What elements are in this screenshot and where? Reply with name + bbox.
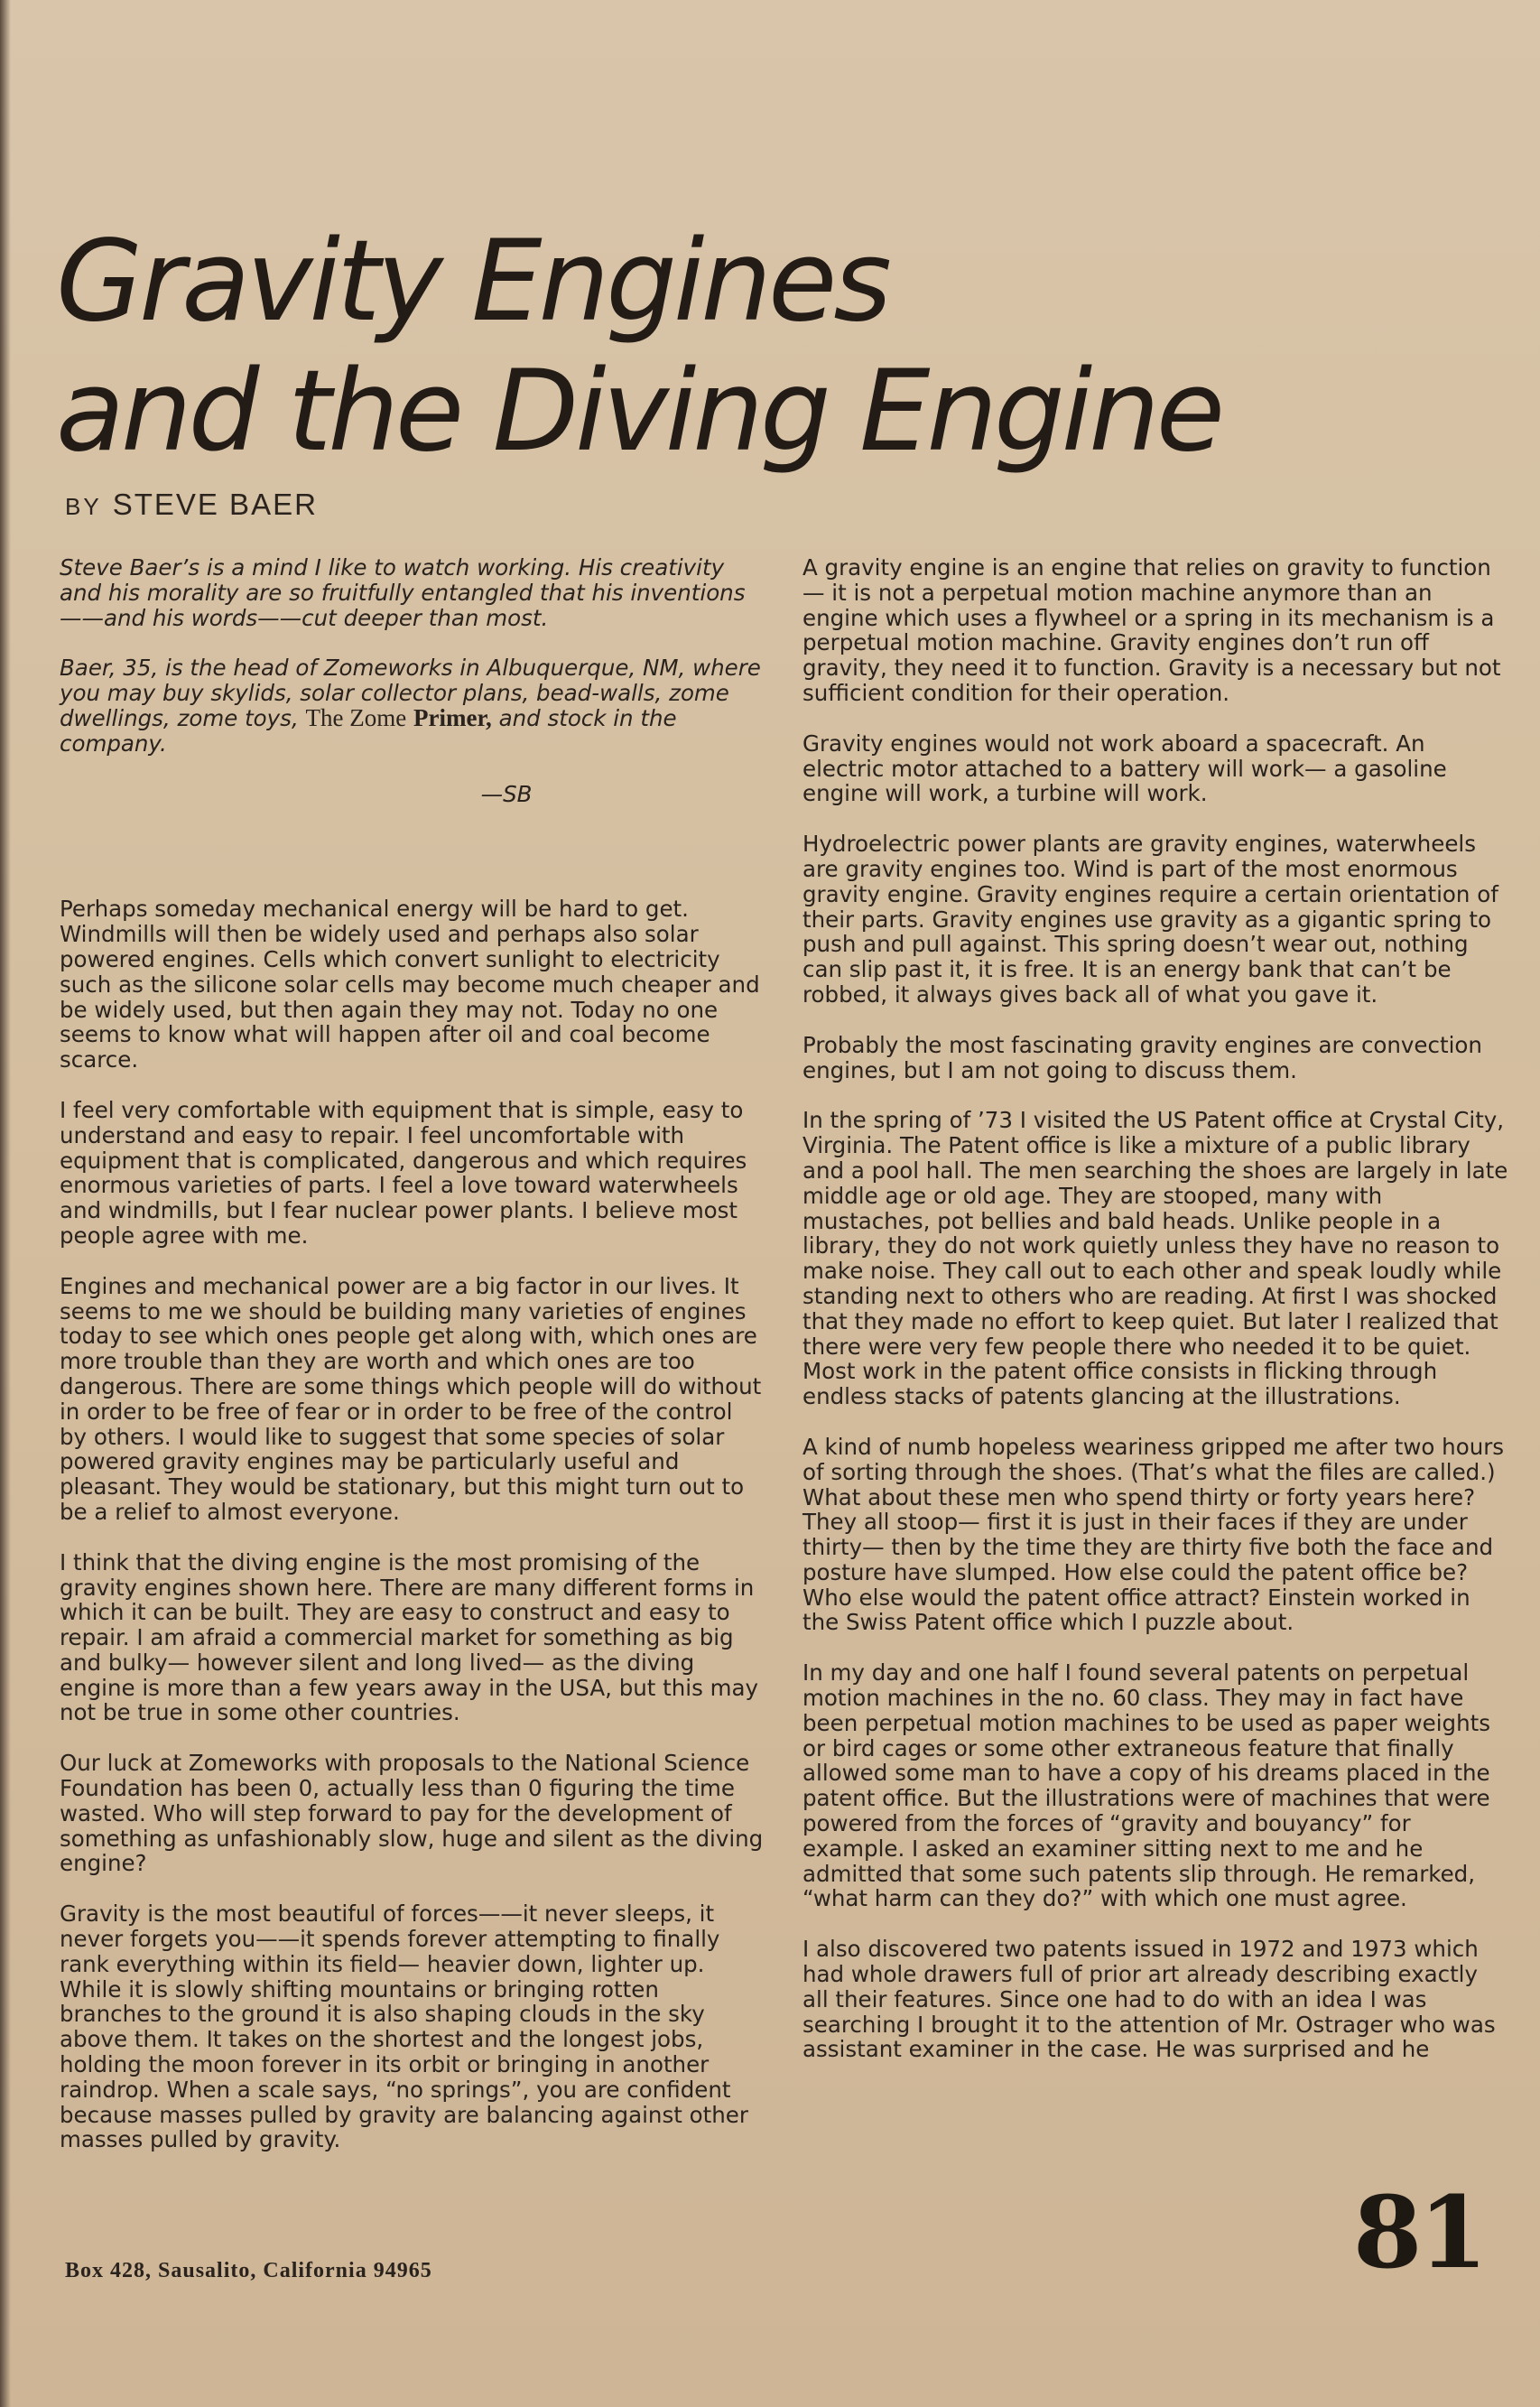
byline-prefix: BY bbox=[65, 493, 102, 520]
footer-address: Box 428, Sausalito, California 94965 bbox=[65, 2259, 432, 2282]
byline bbox=[65, 488, 318, 522]
byline-author: STEVE BAER bbox=[112, 488, 318, 521]
title-line-2: and the Diving Engine bbox=[56, 347, 1222, 477]
body-paragraph: Gravity is the most beautiful of forces——it never sleeps, it never forgets you——it spends forever attempting to finally rank everything within its field— heavier down, lighter up. While it is slowly shifting mountains or bringing rotten branches to the ground it is also shaping clouds in the sky above them. It takes on the shortest and the longest jobs, holding the moon forever in its orbit or bringing in another raindrop. When a scale says, “no springs”, you are confident because masses pulled by gravity are balancing against other masses pulled by gravity. bbox=[60, 1901, 748, 2153]
body-paragraph: I think that the diving engine is the most promising of the gravity engines shown here. There are many different forms in which it can be built. They are easy to construct and easy to repair. I am afraid a commercial market for something as big and bulky— however silent and long lived— as the diving engine is more than a few years away in the USA, but this may not be true in some other countries. bbox=[60, 1548, 759, 1726]
book-title-part2: Primer, bbox=[413, 703, 492, 731]
body-paragraph: In my day and one half I found several patents on perpetual motion machines in the no. 60 class. They may in fact have been perpetual motion machines to be used as paper weights or bird cages or some other extraneous feature that finally allowed some man to have a copy of his dreams placed in the patent office. But the illustrations were of machines that were powered from the forces of “gravity and bouyancy” for example. I asked an examiner sitting next to me and he admitted that some such patents slip through. He remarked, “what harm can they do?” with which one must agree. bbox=[802, 1659, 1490, 1912]
right-column bbox=[802, 555, 1508, 2087]
intro-text-end: and stock in the company. bbox=[60, 704, 677, 757]
body-paragraph: In the spring of ’73 I visited the US Patent office at Crystal City, Virginia. The Patent office is like a mixture of a public library and a pool hall. The men searching the shoes are largely in late middle age or old age. They are stooped, many with mustaches, pot bellies and bald heads. Unlike people in a library, they do not work quietly unless they have no reason to make noise. They call out to each other and speak loudly while standing next to others who are reading. At first I was shocked that they made no effort to keep quiet. But later I realized that there were very few people there who needed it to be quiet. Most work in the patent office consists in flicking through endless stacks of patents glancing at the illustrations. bbox=[802, 1107, 1508, 1410]
body-paragraph: Hydroelectric power plants are gravity engines, waterwheels are gravity engines too. Wind is part of the most enormous gravity engine. Gravity engines require a certain orientation of their parts. Gravity engines use gravity as a gigantic spring to push and pull against. This spring doesn’t wear out, nothing can slip past it, it is free. It is an energy bank that can’t be robbed, it always gives back all of what you gave it. bbox=[802, 831, 1498, 1008]
intro-paragraph-1: Steve Baer’s is a mind I like to watch working. His creativity and his morality are so fruitfully entangled that his inventions——and his words——cut deeper than most. bbox=[60, 554, 746, 631]
body-paragraph: Our luck at Zomeworks with proposals to the National Science Foundation has been 0, actually less than 0 figuring the time wasted. Who will step forward to pay for the development of something as unfashionably slow, huge and silent as the diving engine? bbox=[60, 1750, 764, 1877]
left-column bbox=[60, 555, 764, 2178]
intro-paragraph-2 bbox=[60, 655, 764, 756]
article-title bbox=[56, 217, 1221, 477]
title-line-1: Gravity Engines bbox=[56, 217, 888, 347]
body-paragraph: I also discovered two patents issued in 1972 and 1973 which had whole drawers full of prior art already describing exactly all their features. Since one had to do with an idea I was searching I brought it to the attention of Mr. Ostrager who was assistant examiner in the case. He was surprised and he bbox=[802, 1936, 1496, 2063]
body-paragraph: I feel very comfortable with equipment that is simple, easy to understand and easy to repair. I feel uncomfortable with equipment that is complicated, dangerous and which requires enormous varieties of parts. I feel a love toward waterwheels and windmills, but I fear nuclear power plants. I believe most people agree with me. bbox=[60, 1096, 747, 1249]
book-title-part1: The Zome bbox=[305, 703, 407, 731]
intro-text: Baer, 35, is the head of Zomeworks in Albuquerque, NM, where you may buy skylids, solar collector plans, bead-walls, zome dwellings, zome toys, bbox=[60, 655, 761, 731]
body-paragraph: Gravity engines would not work aboard a spacecraft. An electric motor attached to a battery will work— a gasoline engine will work, a turbine will work. bbox=[802, 730, 1447, 807]
body-paragraph: Perhaps someday mechanical energy will be hard to get. Windmills will then be widely used and perhaps also solar powered engines. Cells which convert sunlight to electricity such as the silicone solar cells may become much cheaper and be widely used, but then again they may not. Today no one seems to know what will happen after oil and coal become scarce. bbox=[60, 896, 760, 1073]
editor-intro bbox=[60, 555, 764, 806]
body-paragraph: A gravity engine is an engine that relies on gravity to function— it is not a perpetual motion machine anymore than an engine which uses a flywheel or a spring in its mechanism is a perpetual motion machine. Gravity engines don’t run off gravity, they need it to function. Gravity is a necessary but not sufficient condition for their operation. bbox=[802, 554, 1501, 706]
body-paragraph: A kind of numb hopeless weariness gripped me after two hours of sorting through the shoes. (That’s what the files are called.) What about these men who spend thirty or forty years here? They all stoop— first it is just in their faces if they are under thirty— then by the time they are thirty five both the face and posture have slumped. How else could the patent office be? Who else would the patent office attract? Einstein worked in the Swiss Patent office which I puzzle about. bbox=[802, 1433, 1505, 1636]
body-paragraph: Probably the most fascinating gravity engines are convection engines, but I am not going to discuss them. bbox=[802, 1031, 1482, 1083]
editor-signature: —SB bbox=[480, 780, 533, 807]
body-paragraph: Engines and mechanical power are a big factor in our lives. It seems to me we should be building many varieties of engines today to see which ones people get along with, which ones are more trouble than they are worth and which ones are too dangerous. There are some things which people will do without in order to be free of fear or in order to be free of the control by others. I would like to suggest that some species of solar powered gravity engines may be particularly useful and pleasant. They would be stationary, but this might turn out to be a relief to almost everyone. bbox=[60, 1272, 762, 1525]
page-number: 81 bbox=[1352, 2174, 1484, 2291]
